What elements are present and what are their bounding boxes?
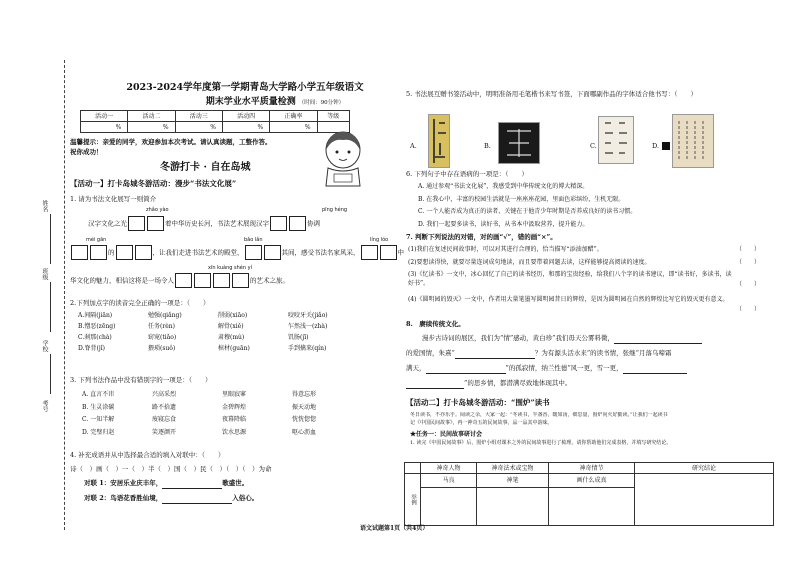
task1-title: ★任务一：民间故事研讨会 bbox=[410, 431, 483, 438]
q1-text: 的艺术之旅。 bbox=[250, 276, 289, 285]
gutter-label-school: 学校 bbox=[41, 340, 48, 352]
story-conclusion-cell[interactable] bbox=[635, 474, 774, 526]
couplet-1-blank[interactable] bbox=[162, 480, 222, 489]
answer-box[interactable] bbox=[289, 216, 306, 231]
q3-cell: 里眼寂寥 bbox=[222, 391, 247, 398]
q1-pinyin-4: bǎo lǎn bbox=[244, 237, 263, 243]
q3-row bbox=[82, 415, 372, 428]
section-title: 冬游打卡 · 自在岛城 bbox=[160, 162, 251, 173]
q3-cell: 得意忘形 bbox=[292, 391, 317, 398]
q1-title: 1. 请为书法文化展写一则简介 bbox=[70, 195, 157, 203]
gutter-label-id: 考号 bbox=[41, 400, 48, 412]
reminder-line2: 祝你成功！ bbox=[70, 148, 103, 156]
girl-illustration bbox=[320, 128, 366, 188]
q2-cell: C.刹那(chà) bbox=[78, 334, 112, 341]
q8-blank-1[interactable] bbox=[614, 335, 702, 344]
q1-text: 的 bbox=[108, 248, 115, 257]
answer-box[interactable] bbox=[264, 245, 281, 260]
q1-text: ，让我们走进书法艺术的殿堂， bbox=[152, 248, 244, 257]
score-table bbox=[80, 110, 350, 133]
story-header-cell: 研究结论 bbox=[635, 463, 774, 474]
story-cell[interactable] bbox=[477, 488, 549, 526]
story-header-cell: 神奇法术或宝物 bbox=[477, 463, 549, 474]
q7-answer-slot[interactable]: （ ） bbox=[736, 246, 761, 253]
story-cell[interactable]: 神笔 bbox=[477, 474, 549, 488]
q7-answer-slot[interactable]: （ ） bbox=[736, 306, 761, 313]
q3-cell: 恍恍惚惚 bbox=[292, 416, 317, 423]
q2-cell: 任务(rèn) bbox=[148, 323, 175, 330]
answer-box[interactable] bbox=[194, 273, 211, 288]
score-header-cell: 活动三 bbox=[175, 111, 222, 122]
exam-time: （时间：90分钟） bbox=[298, 100, 345, 106]
q1-text: 其间，感受书法名家风采， bbox=[281, 248, 360, 257]
q3-options bbox=[82, 390, 372, 440]
q3-row bbox=[82, 428, 372, 441]
answer-box[interactable] bbox=[147, 216, 164, 231]
q1-line2 bbox=[70, 245, 404, 260]
couplet-1 bbox=[84, 479, 248, 489]
q2-cell: 勉强(qiǎng) bbox=[148, 312, 182, 319]
q6-options bbox=[418, 182, 778, 232]
q8-text: 的爱国情，朱熹“ bbox=[406, 349, 455, 357]
q8-text: ”的孤寂情，纳兰性德“风一更，雪一更， bbox=[505, 364, 623, 372]
q4-title: 4. 补充成语并从中选择最合适的填入对联中：（ ） bbox=[70, 451, 225, 459]
q5-option-c-label[interactable]: C. bbox=[590, 142, 597, 150]
answer-box[interactable] bbox=[90, 245, 107, 260]
q2-cell: 饥肠(jī) bbox=[288, 334, 309, 341]
activity2-intro-1: 冬日读书，不亦乐乎。阅读之余，大家一起：“冬读书，半盏香，暖如汤，细思量，围炉向火好勤读。”让我们一起读书 bbox=[410, 412, 668, 418]
story-header-cell: 神奇人物 bbox=[421, 463, 477, 474]
q1-text: 中 bbox=[397, 248, 404, 257]
calligraphy-strokes-icon bbox=[673, 115, 713, 167]
score-cell: % bbox=[128, 122, 175, 133]
q3-cell: 兴高采烈 bbox=[152, 391, 177, 398]
q6-option[interactable]: B. 在我心中，丰富的校园生活就是一座座座花园，里面色彩缤纷，生机无限。 bbox=[418, 195, 625, 203]
q7-item: (3)《忆读书》一文中，冰心回忆了自己的读书经历，和那的宝贵经验，给我们八个字的读书建议，即“读书好，多读书，读好书”。 bbox=[408, 271, 732, 287]
story-cell[interactable]: 马良 bbox=[421, 474, 477, 488]
q2-cell: 削弱(xiāo) bbox=[218, 312, 248, 319]
calligraphy-sample-d[interactable] bbox=[672, 114, 714, 168]
exam-title-line2-wrap bbox=[150, 96, 400, 109]
score-table-row bbox=[81, 122, 350, 133]
score-header-cell: 活动一 bbox=[81, 111, 128, 122]
q8-line2 bbox=[406, 349, 671, 359]
q2-cell: A.间隔(jiān) bbox=[78, 312, 113, 319]
calligraphy-strokes-icon bbox=[499, 123, 539, 163]
gutter-label-name: 姓名 bbox=[41, 200, 48, 212]
score-header-cell: 活动四 bbox=[222, 111, 269, 122]
score-cell: % bbox=[81, 122, 128, 133]
answer-box[interactable] bbox=[135, 245, 152, 260]
q3-cell: 笑逐颜开 bbox=[152, 428, 177, 436]
score-cell: % bbox=[222, 122, 269, 133]
q7-answer-slot[interactable]: （ ） bbox=[736, 281, 761, 288]
q8-text: 漫步古诗词的展区，我们为“情”感动，黄白珍”我们毋天公雾料微， bbox=[422, 334, 614, 342]
answer-box[interactable] bbox=[175, 273, 192, 288]
q2-cell: 咬咬牙关(jiǎo) bbox=[288, 312, 328, 319]
q2-cell: 解骨(xiě) bbox=[218, 323, 244, 330]
q3-cell: 路不拾遗 bbox=[152, 403, 177, 411]
q2-cell: 棺材(guān) bbox=[218, 345, 250, 352]
q7-title: 7. 判断下列说法的对错，对的画“√”，错的画“×”。 bbox=[406, 233, 557, 241]
q3-cell: 金碧辉煌 bbox=[222, 403, 247, 411]
q1-text: 协调 bbox=[307, 219, 320, 228]
q6-option[interactable]: D. 我们一起要多读书，读好书，从书本中汲取营养，提升能力。 bbox=[418, 220, 589, 228]
story-table bbox=[404, 462, 774, 526]
story-row-label: 举例 bbox=[405, 474, 421, 526]
exam-title-line2: 期末学业水平质量检测 bbox=[205, 97, 296, 107]
exam-title-line1: 2023-2024学年度第一学期青岛大学路小学五年级语文 bbox=[126, 82, 364, 93]
q2-cell: B.憎恶(zēng) bbox=[78, 323, 116, 330]
binding-line bbox=[64, 60, 65, 530]
q3-cell: D. 完璧归赵 bbox=[82, 428, 115, 436]
score-cell: % bbox=[270, 122, 317, 133]
q7-item: (4)《圆明园的毁灭》一文中，作者用大量笔墨写圆明园昔日的辉煌，是因为圆明园在自然的辉煌比写它的毁灭更有意义。 bbox=[408, 296, 729, 303]
couplet-2-blank[interactable] bbox=[162, 495, 232, 504]
q3-cell: 废寝忘食 bbox=[152, 416, 177, 423]
q2-cell: 乍然浅一(zhà) bbox=[288, 323, 328, 330]
q2-title: 2.下列加点字的读音完全正确的一项是：（ ） bbox=[70, 299, 210, 307]
answer-box[interactable] bbox=[71, 245, 88, 260]
q2-cell: 肃穆(mù) bbox=[218, 334, 245, 341]
answer-box[interactable] bbox=[361, 245, 378, 260]
q7-item: (1)我们在复述民间故事时，可以对其进行合理的，恰当描写“添油加醋”。 bbox=[408, 246, 603, 253]
q2-options bbox=[78, 311, 368, 355]
calligraphy-sample-c[interactable] bbox=[598, 116, 634, 164]
q1-text: 华文化的魅力，相信这将是一场令人 bbox=[70, 276, 174, 285]
school-line bbox=[50, 354, 51, 394]
q8-blank-4[interactable] bbox=[623, 365, 687, 374]
answer-box[interactable] bbox=[270, 216, 287, 231]
q6-title: 6. 下列句子中存在语病的一项是：（ ） bbox=[406, 170, 529, 178]
q5-option-b-label[interactable]: B. bbox=[484, 142, 491, 150]
q2-row bbox=[78, 322, 368, 333]
score-header-cell: 正确率 bbox=[270, 111, 317, 122]
q3-cell: C. 一知半解 bbox=[82, 416, 115, 423]
task1-desc: 1. 读完《中国民间故事》后，围炉小组对课本之外的民间故事进行了梳理，请你帮助他们完成表格，并填写研究结论。 bbox=[410, 440, 672, 446]
q1-text: 着中华历史长河，书法艺术展现汉字 bbox=[165, 219, 269, 228]
story-cell[interactable] bbox=[549, 488, 635, 526]
calligraphy-strokes-icon bbox=[599, 117, 633, 163]
q8-line1 bbox=[422, 334, 702, 344]
q5-option-d-label[interactable]: D. bbox=[652, 142, 660, 150]
q1-pinyin-5: líng lóo bbox=[370, 237, 389, 243]
q6-option[interactable]: A. 通过参观“书法文化展”，我感受到中华传统文化的博大精深。 bbox=[418, 183, 589, 190]
q7-marks bbox=[736, 245, 760, 320]
answer-box[interactable] bbox=[380, 245, 397, 260]
q1-line3 bbox=[70, 273, 289, 288]
q8-title: 8. 赓续传统文化。 bbox=[406, 320, 465, 328]
q2-cell: D.脊背(jǐ) bbox=[78, 345, 105, 352]
reminder-line1: 温馨提示：亲爱的同学，欢迎参加本次考试。请认真读题，工整作答。 bbox=[70, 138, 272, 146]
q2-cell: 猥琐(suǒ) bbox=[148, 345, 176, 352]
q8-line3 bbox=[406, 364, 687, 374]
q3-cell: A. 直言不讳 bbox=[82, 391, 115, 398]
q1-pinyin-1: zhǎo yào bbox=[146, 207, 169, 213]
q8-blank-5[interactable] bbox=[406, 380, 464, 389]
q1-pinyin-6: xīn kuàng shén yí bbox=[208, 265, 252, 271]
story-cell[interactable]: 画什么成真 bbox=[549, 474, 635, 488]
activity2-intro-2: 记《中国民间故事》，再一神奇五的民间故事，品一品其中韵味。 bbox=[410, 420, 553, 426]
couplet-2-text: 入俗心。 bbox=[232, 494, 259, 502]
story-header-cell: 神奇情节 bbox=[549, 463, 635, 474]
story-cell[interactable] bbox=[421, 488, 477, 526]
q3-cell: B. 生灵涂碳 bbox=[82, 403, 115, 411]
answer-box[interactable] bbox=[128, 216, 145, 231]
couplet-1-text: 对联 1：安居乐业庆丰年， bbox=[84, 479, 163, 487]
q7-answer-slot[interactable]: （ ） bbox=[736, 258, 761, 266]
q2-row bbox=[78, 344, 368, 355]
q1-text: 汉字文化之光 bbox=[88, 219, 127, 228]
q7-item: (2)要想读得快，就要尽量连词成句地读，而且要带着问题去读，这样能够提高阅读的速度。 bbox=[408, 258, 651, 266]
q3-cell: 饮水思源 bbox=[222, 428, 247, 436]
q3-cell: 夜幕降临 bbox=[222, 416, 247, 423]
activity1-title: 【活动一】打卡岛城冬游活动：漫步“书法文化展” bbox=[70, 179, 237, 188]
q4-idioms: 诗（ ）画（ ）一（ ）半（ ）国（ ）民（ ）（ ）（ ）为命 bbox=[70, 465, 272, 473]
q5-title: 5. 书法展互赠书签活动中，明明准备用毛笔楷书来写书签，下面哪副作品的字体适合他书写：（ ） bbox=[406, 90, 698, 98]
couplet-1-text: 歌盛世。 bbox=[222, 479, 249, 487]
q3-row bbox=[82, 390, 372, 403]
score-table-header bbox=[81, 111, 350, 122]
class-line bbox=[50, 282, 51, 332]
q8-text: ”的思乡情，都潜满尽致地体现其中。 bbox=[464, 379, 572, 387]
q3-row bbox=[82, 403, 372, 416]
gutter-label-class: 班级 bbox=[41, 268, 48, 280]
q2-cell: 窈窕(tiǎo) bbox=[148, 334, 177, 341]
q2-row bbox=[78, 311, 368, 322]
score-cell: % bbox=[175, 122, 222, 133]
calligraphy-strokes-icon bbox=[429, 115, 449, 167]
q1-pinyin-2: pīng héng bbox=[322, 207, 348, 213]
calligraphy-sample-a[interactable] bbox=[428, 114, 450, 168]
score-header-cell: 等级 bbox=[317, 111, 349, 122]
page-footer: 语文试题第1页（共4页） bbox=[360, 525, 429, 532]
q3-cell: 振天动地 bbox=[292, 403, 317, 411]
q8-line4 bbox=[406, 379, 571, 389]
q8-text: 满天， bbox=[406, 364, 426, 372]
q3-cell: 呕心沥血 bbox=[292, 428, 317, 436]
story-table-row bbox=[405, 474, 774, 488]
q1-line1 bbox=[88, 216, 320, 231]
q6-option[interactable]: C. 一个人能否成为真正的读者，关键在于他青少年时期是否养成良好的读书习惯。 bbox=[418, 208, 637, 215]
story-table-header bbox=[405, 463, 774, 474]
activity2-title: 【活动二】打卡岛城冬游活动：“围炉”读书 bbox=[406, 398, 550, 407]
q2-row bbox=[78, 333, 368, 344]
q1-pinyin-3: méi gān bbox=[86, 237, 107, 243]
q3-title: 3. 下列书法作品中没有错别字的一项是：（ ） bbox=[70, 376, 212, 384]
calligraphy-thumb-d bbox=[662, 142, 670, 150]
couplet-2-text: 对联 2：鸟语花香胜仙境， bbox=[84, 494, 163, 502]
answer-box[interactable] bbox=[232, 273, 249, 288]
score-header-cell: 活动二 bbox=[128, 111, 175, 122]
answer-box[interactable] bbox=[213, 273, 230, 288]
q2-cell: 手到擒来(qín) bbox=[288, 345, 327, 352]
answer-box[interactable] bbox=[116, 245, 133, 260]
calligraphy-sample-b[interactable] bbox=[498, 122, 540, 164]
story-header-cell bbox=[405, 463, 421, 474]
q5-option-a-label[interactable]: A. bbox=[410, 142, 417, 150]
couplet-2 bbox=[84, 494, 258, 504]
answer-box[interactable] bbox=[245, 245, 262, 260]
q8-blank-3[interactable] bbox=[426, 365, 506, 374]
q7-items bbox=[408, 245, 733, 320]
name-line bbox=[50, 214, 51, 264]
q8-text: ？为有源头活水来”的读书情，张继“月落乌啼霜 bbox=[534, 349, 672, 357]
q8-blank-2[interactable] bbox=[455, 350, 535, 359]
